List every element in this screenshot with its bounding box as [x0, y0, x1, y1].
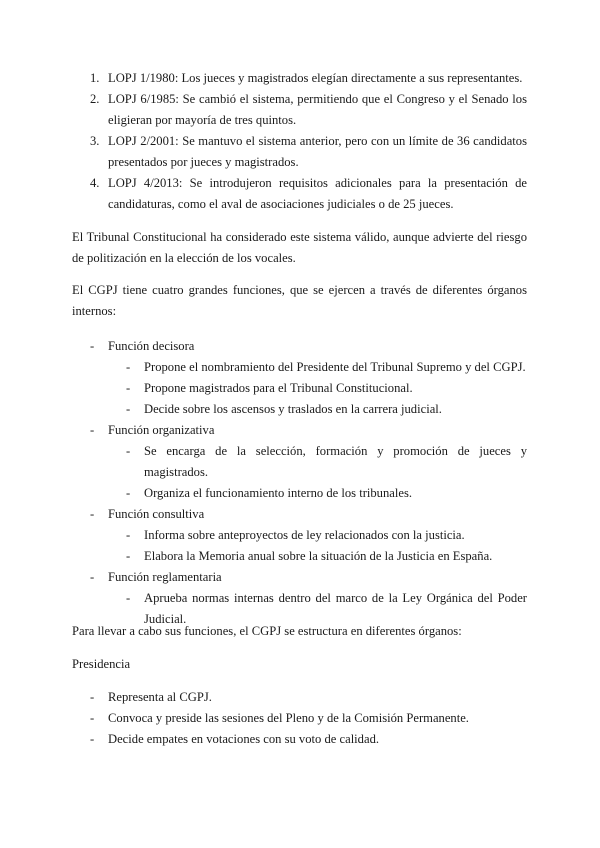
list-item-text: Propone magistrados para el Tribunal Constitucional. — [144, 381, 413, 395]
dash-bullet: - — [90, 690, 95, 704]
funcion-organizativa — [72, 420, 527, 441]
dash-bullet: - — [90, 711, 95, 725]
presidencia-list — [72, 687, 527, 750]
list-item-text: Se encarga de la selección, formación y promoción de jueces y magistrados. — [144, 444, 527, 479]
list-number: 1. — [90, 71, 100, 85]
dash-bullet: - — [126, 360, 131, 374]
funcion-title: Función reglamentaria — [108, 570, 222, 584]
list-item — [72, 399, 527, 420]
list-item — [72, 729, 527, 750]
dash-bullet: - — [126, 381, 131, 395]
dash-bullet: - — [126, 402, 131, 416]
list-item-text: LOPJ 1/1980: Los jueces y magistrados elegían directamente a sus representantes. — [108, 71, 523, 85]
paragraph-tribunal-constitucional: El Tribunal Constitucional ha considerado este sistema válido, aunque advierte del riesgo de politización en la elección de los vocales. — [72, 230, 527, 265]
funcion-title: Función consultiva — [108, 507, 205, 521]
paragraph-organos: Para llevar a cabo sus funciones, el CGPJ se estructura en diferentes órganos: — [72, 624, 462, 638]
dash-bullet: - — [126, 549, 131, 563]
list-number: 3. — [90, 134, 100, 148]
list-item — [72, 131, 527, 173]
dash-bullet: - — [90, 570, 95, 584]
funcion-reglamentaria — [72, 567, 527, 588]
list-item — [72, 483, 527, 504]
lopj-numbered-list — [72, 68, 527, 215]
dash-bullet: - — [126, 486, 131, 500]
list-item-text: Propone el nombramiento del Presidente del Tribunal Supremo y del CGPJ. — [144, 360, 526, 374]
dash-bullet: - — [126, 591, 131, 605]
list-item-text: Organiza el funcionamiento interno de los tribunales. — [144, 486, 413, 500]
list-item — [72, 441, 527, 483]
list-item-text: LOPJ 2/2001: Se mantuvo el sistema anterior, pero con un límite de 36 candidatos presentados por jueces y magistrados. — [108, 134, 527, 169]
list-item-text: Convoca y preside las sesiones del Pleno y de la Comisión Permanente. — [108, 711, 469, 725]
list-item-text: Elabora la Memoria anual sobre la situación de la Justicia en España. — [144, 549, 493, 563]
paragraph-funciones: El CGPJ tiene cuatro grandes funciones, que se ejercen a través de diferentes órganos internos: — [72, 283, 527, 318]
list-item — [72, 525, 527, 546]
list-item — [72, 357, 527, 378]
funcion-decisora — [72, 336, 527, 357]
list-item-text: Decide empates en votaciones con su voto de calidad. — [108, 732, 380, 746]
dash-bullet: - — [90, 732, 95, 746]
list-item — [72, 378, 527, 399]
list-item — [72, 708, 527, 729]
section-heading-presidencia: Presidencia — [72, 657, 131, 671]
dash-bullet: - — [90, 339, 95, 353]
list-number: 4. — [90, 176, 100, 190]
list-number: 2. — [90, 92, 100, 106]
list-item-text: Decide sobre los ascensos y traslados en la carrera judicial. — [144, 402, 442, 416]
dash-bullet: - — [90, 423, 95, 437]
list-item-text: Informa sobre anteproyectos de ley relacionados con la justicia. — [144, 528, 465, 542]
list-item-text: LOPJ 6/1985: Se cambió el sistema, permitiendo que el Congreso y el Senado los eligieran por mayoría de tres quintos. — [108, 92, 527, 127]
list-item-text: Representa al CGPJ. — [108, 690, 212, 704]
funcion-consultiva — [72, 504, 527, 525]
dash-bullet: - — [90, 507, 95, 521]
funcion-title: Función organizativa — [108, 423, 215, 437]
list-item — [72, 546, 527, 567]
list-item-text: LOPJ 4/2013: Se introdujeron requisitos adicionales para la presentación de candidaturas, como el aval de asociaciones judiciales o de 25 jueces. — [108, 176, 527, 211]
funcion-title: Función decisora — [108, 339, 195, 353]
list-item-text: Aprueba normas internas dentro del marco de la Ley Orgánica del Poder Judicial. — [144, 591, 527, 626]
list-item — [72, 89, 527, 131]
dash-bullet: - — [126, 444, 131, 458]
list-item — [72, 68, 527, 89]
funciones-list — [72, 336, 527, 630]
list-item — [72, 173, 527, 215]
list-item — [72, 687, 527, 708]
dash-bullet: - — [126, 528, 131, 542]
